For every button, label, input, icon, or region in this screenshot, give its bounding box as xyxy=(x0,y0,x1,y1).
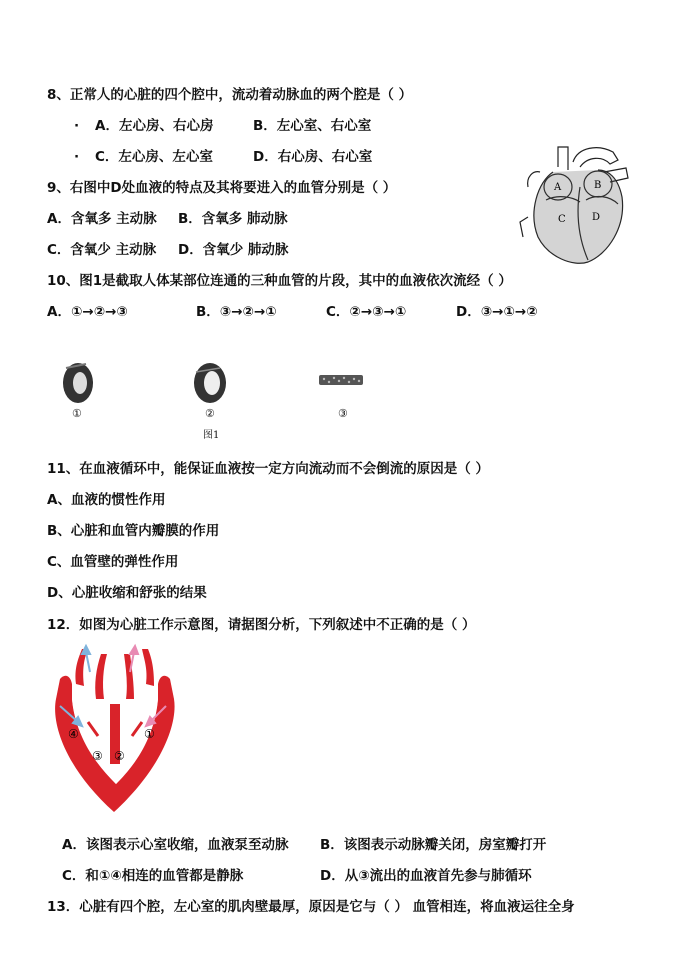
q9-option-c: C．含氧少 主动脉 xyxy=(47,242,157,258)
q10-option-a: A．①→②→③ xyxy=(47,304,128,320)
q13-stem: 13．心脏有四个腔，左心室的肌肉壁最厚，原因是它与（ ） 血管相连，将血液运往全身 xyxy=(47,899,575,915)
q11-option-d: D、心脏收缩和舒张的结果 xyxy=(47,585,207,601)
diagram-label-3: ③ xyxy=(92,749,103,763)
q10-option-d: D．③→①→② xyxy=(456,304,538,320)
q11-option-a: A、血液的惯性作用 xyxy=(47,492,166,508)
figure-1-caption: 图1 xyxy=(203,430,220,441)
q11-stem: 11、在血液循环中，能保证血液按一定方向流动而不会倒流的原因是（ ） xyxy=(47,461,489,477)
q8-bullet-2: · xyxy=(74,149,80,165)
vessel-1-label: ① xyxy=(72,407,82,420)
q9-option-d: D．含氧少 肺动脉 xyxy=(178,242,289,258)
q8-stem: 8、正常人的心脏的四个腔中，流动着动脉血的两个腔是（ ） xyxy=(47,87,413,103)
q12-option-b: B．该图表示动脉瓣关闭，房室瓣打开 xyxy=(320,837,547,853)
q11-option-b: B、心脏和血管内瓣膜的作用 xyxy=(47,523,220,539)
heart-working-diagram xyxy=(46,644,186,816)
heart-label-c: C xyxy=(558,214,566,225)
q12-stem: 12．如图为心脏工作示意图，请据图分析，下列叙述中不正确的是（ ） xyxy=(47,617,476,633)
diagram-label-2: ② xyxy=(114,749,125,763)
q9-stem: 9、右图中D处血液的特点及其将要进入的血管分别是（ ） xyxy=(47,180,397,196)
q12-option-a: A．该图表示心室收缩，血液泵至动脉 xyxy=(62,837,289,853)
q8-bullet-1: · xyxy=(74,118,80,134)
heart-label-d: D xyxy=(592,212,601,223)
vessel-3-label: ③ xyxy=(338,407,348,420)
diagram-label-1: ① xyxy=(144,727,155,741)
q9-option-b: B．含氧多 肺动脉 xyxy=(178,211,288,227)
q12-option-c: C．和①④相连的血管都是静脉 xyxy=(62,868,244,884)
heart-label-b: B xyxy=(594,180,602,191)
heart-label-a: A xyxy=(554,182,562,193)
q10-stem: 10、图1是截取人体某部位连通的三种血管的片段，其中的血液依次流经（ ） xyxy=(47,273,512,289)
q9-option-a: A．含氧多 主动脉 xyxy=(47,211,157,227)
q8-option-d: D．右心房、右心室 xyxy=(253,149,373,165)
vessel-2-label: ② xyxy=(205,407,215,420)
vessel-3-capillary xyxy=(318,373,364,387)
heart-chambers-diagram xyxy=(518,142,638,267)
q8-option-b: B．左心室、右心室 xyxy=(253,118,372,134)
q10-option-c: C．②→③→① xyxy=(326,304,407,320)
q8-option-c: C．左心房、左心室 xyxy=(95,149,213,165)
q12-option-d: D．从③流出的血液首先参与肺循环 xyxy=(320,868,532,884)
q10-option-b: B．③→②→① xyxy=(196,304,277,320)
q8-option-a: A．左心房、右心房 xyxy=(95,118,214,134)
vessel-1-artery xyxy=(58,360,98,406)
diagram-label-4: ④ xyxy=(68,727,79,741)
q11-option-c: C、血管壁的弹性作用 xyxy=(47,554,179,570)
vessel-2-vein xyxy=(190,360,230,406)
